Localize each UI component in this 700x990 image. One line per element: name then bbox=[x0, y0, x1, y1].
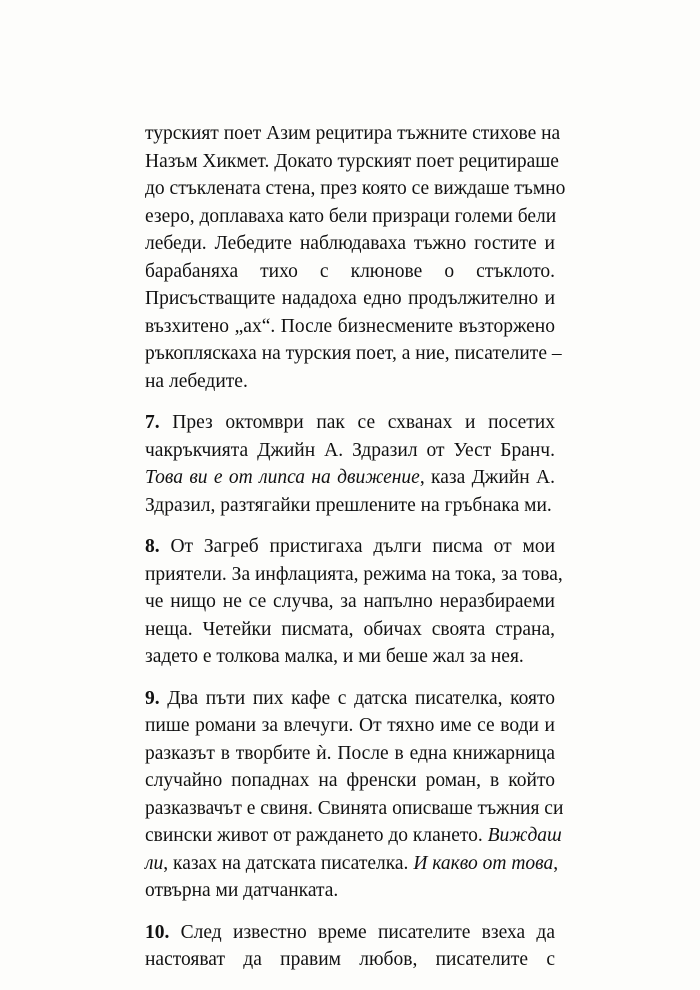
text-line bbox=[145, 285, 555, 313]
text-segment: , каза Джийн А. bbox=[419, 467, 555, 488]
text-segment: неща. Четейки писмата, обичах своята страна, bbox=[145, 618, 555, 640]
text-segment: Здразил, разтягайки прешлените на гръбнака ми. bbox=[145, 494, 552, 516]
paragraph bbox=[145, 409, 555, 519]
text-line bbox=[145, 616, 555, 644]
text-line bbox=[145, 148, 559, 176]
text-segment: През октомври пак се схванах и посетих bbox=[159, 412, 555, 433]
text-line bbox=[145, 175, 566, 203]
text-segment: разказът в творбите ѝ. После в една книжарница bbox=[145, 742, 555, 764]
text-line bbox=[145, 767, 555, 795]
book-page bbox=[145, 120, 566, 988]
text-segment: чакръкчията Джийн А. Здразил от Уест Бранч. bbox=[145, 439, 555, 461]
paragraph-number: 10. bbox=[145, 921, 170, 943]
text-line bbox=[145, 919, 555, 947]
text-line bbox=[145, 258, 555, 286]
text-segment: От Загреб пристигаха дълги писма от мои bbox=[159, 536, 555, 557]
text-line bbox=[145, 230, 555, 258]
text-line bbox=[145, 740, 555, 768]
text-line bbox=[145, 588, 555, 616]
paragraph-number: 7. bbox=[145, 412, 160, 433]
text-segment: , казах на датската писателка. bbox=[163, 852, 414, 874]
text-segment: турският поет Азим рецитира тъжните стихове на bbox=[145, 123, 561, 144]
text-segment: , bbox=[553, 852, 559, 874]
text-segment: пише романи за влечуги. От тяхно име се води и bbox=[145, 715, 555, 736]
text-line bbox=[145, 368, 555, 396]
text-line bbox=[145, 946, 555, 974]
text-segment: лебеди. Лебедите наблюдаваха тъжно гостите и bbox=[145, 233, 555, 254]
text-segment: че нищо не се случва, за напълно неразбираеми bbox=[145, 591, 555, 612]
paragraph bbox=[145, 685, 564, 905]
text-segment: свински живот от раждането до клането. bbox=[145, 825, 488, 846]
text-line bbox=[145, 712, 555, 740]
text-segment: разказвачът е свиня. Свинята описваше тъжния си bbox=[145, 797, 564, 819]
text-line bbox=[145, 643, 555, 671]
text-line bbox=[145, 464, 555, 492]
text-segment: Присъстващите нададоха едно продължително и bbox=[145, 288, 555, 309]
paragraph-number: 8. bbox=[145, 536, 160, 557]
text-line bbox=[145, 533, 555, 561]
paragraph bbox=[145, 533, 563, 671]
italic-text: Това ви е от липса на движение bbox=[145, 467, 420, 488]
paragraph bbox=[145, 919, 555, 974]
text-line bbox=[145, 120, 561, 148]
text-segment: Назъм Хикмет. Докато турският поет рецитираше bbox=[145, 150, 559, 172]
text-line bbox=[145, 795, 564, 823]
text-segment: до стъклената стена, през която се виждаше тъмно bbox=[145, 178, 566, 199]
text-line bbox=[145, 877, 555, 905]
text-segment: на лебедите. bbox=[145, 370, 248, 392]
text-line bbox=[145, 340, 562, 368]
text-line bbox=[145, 313, 555, 341]
text-line bbox=[145, 409, 555, 437]
text-line bbox=[145, 203, 555, 231]
italic-text: ли bbox=[145, 852, 164, 874]
text-line bbox=[145, 850, 559, 878]
text-segment: настояват да правим любов, писателите с bbox=[145, 949, 555, 970]
text-line bbox=[145, 561, 563, 589]
text-segment: След известно време писателите взеха да bbox=[169, 921, 555, 943]
text-segment: Два пъти пих кафе с датска писателка, която bbox=[159, 687, 555, 709]
text-line bbox=[145, 492, 555, 520]
text-segment: приятели. За инфлацията, режима на тока, за това, bbox=[145, 563, 563, 585]
text-line bbox=[145, 822, 562, 850]
text-segment: задето е толкова малка, и ми беше жал за нея. bbox=[145, 646, 524, 667]
text-segment: барабаняха тихо с клюнове о стъклото. bbox=[145, 260, 555, 282]
text-segment: отвърна ми датчанката. bbox=[145, 880, 339, 901]
text-segment: ръкопляскаха на турския поет, а ние, писателите – bbox=[145, 343, 562, 364]
text-line bbox=[145, 685, 555, 713]
text-segment: възхитено „ах“. После бизнесмените възторжено bbox=[145, 315, 555, 337]
italic-text: Виждаш bbox=[487, 825, 562, 846]
italic-text: И какво от това bbox=[413, 852, 554, 874]
text-segment: случайно попаднах на френски роман, в който bbox=[145, 770, 555, 791]
text-line bbox=[145, 437, 555, 465]
text-segment: езеро, доплаваха като бели призраци големи бели bbox=[145, 205, 557, 227]
paragraph-number: 9. bbox=[145, 687, 160, 709]
paragraph bbox=[145, 120, 566, 395]
